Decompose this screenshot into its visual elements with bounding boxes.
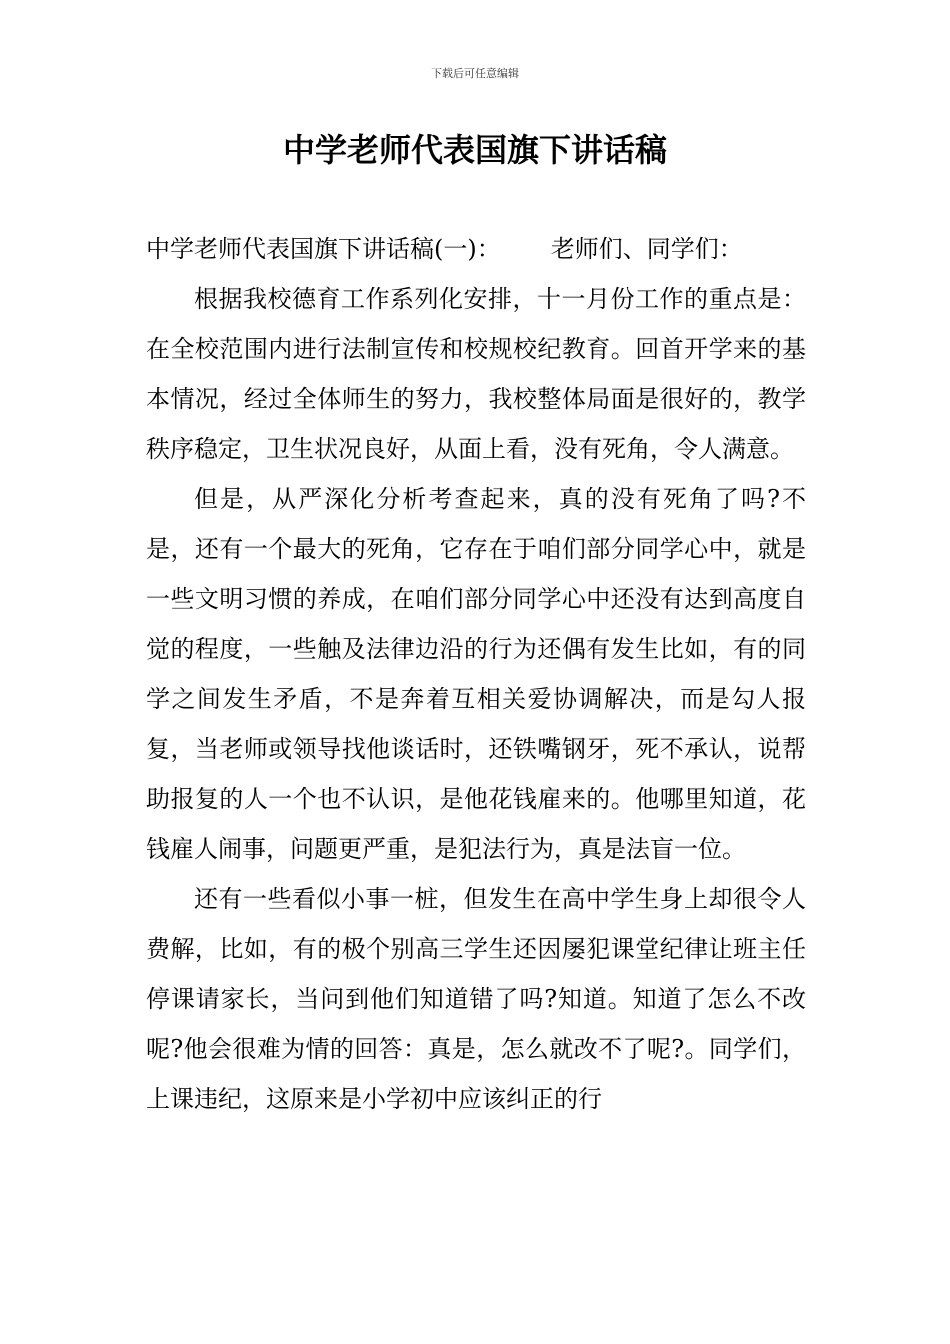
opening-line [146, 224, 806, 274]
greeting: 老师们、同学们： [550, 235, 743, 263]
paragraph: 但是，从严深化分析考查起来，真的没有死角了吗?不是，还有一个最大的死角，它存在于咱们部分同学心中，就是一些文明习惯的养成，在咱们部分同学心中还没有达到高度自觉的程度，一些触及法律边沿的行为还偶有发生比如，有的同学之间发生矛盾，不是奔着互相关爱协调解决，而是勾人报复，当老师或领导找他谈话时，还铁嘴钢牙，死不承认，说帮助报复的人一个也不认识，是他花钱雇来的。他哪里知道，花钱雇人闹事，问题更严重，是犯法行为，真是法盲一位。 [146, 485, 806, 863]
paragraph: 根据我校德育工作系列化安排，十一月份工作的重点是：在全校范围内进行法制宣传和校规校纪教育。回首开学来的基本情况，经过全体师生的努力，我校整体局面是很好的，教学秩序稳定，卫生状况良好，从面上看，没有死角，令人满意。 [146, 285, 806, 463]
document-body [146, 224, 806, 1124]
header-note: 下载后可任意编辑 [431, 67, 519, 80]
speech-subtitle: 中学老师代表国旗下讲话稿(一)： [146, 235, 501, 263]
document-title: 中学老师代表国旗下讲话稿 [282, 131, 667, 169]
paragraph: 还有一些看似小事一桩，但发生在高中学生身上却很令人费解，比如，有的极个别高三学生还因屡犯课堂纪律让班主任停课请家长，当问到他们知道错了吗?知道。知道了怎么不改呢?他会很难为情的回答：真是，怎么就改不了呢?。同学们，上课违纪，这原来是小学初中应该纠正的行 [146, 885, 806, 1113]
